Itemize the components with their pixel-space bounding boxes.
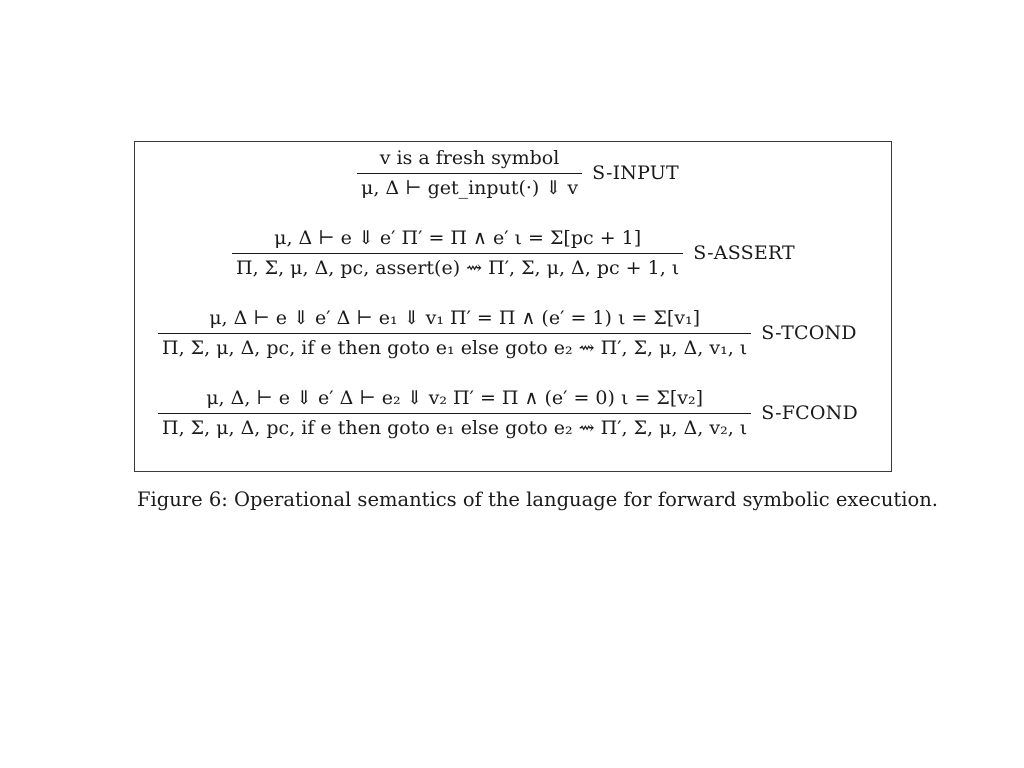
rule-fraction	[357, 146, 582, 200]
rule-conclusion: Π, Σ, μ, Δ, pc, if e then goto e₁ else goto e₂ ⇝ Π′, Σ, μ, Δ, v₁, ι	[162, 337, 748, 359]
inference-rule-s-assert	[232, 226, 795, 280]
rule-premise: μ, Δ ⊢ e ⇓ e′ Δ ⊢ e₁ ⇓ v₁ Π′ = Π ∧ (e′ = 1) ι = Σ[v₁]	[209, 307, 701, 329]
rule-fraction	[158, 306, 751, 360]
rule-fraction	[158, 386, 751, 440]
inference-rule-s-input	[357, 146, 679, 200]
rule-fraction	[232, 226, 683, 280]
fraction-bar	[158, 333, 751, 334]
fraction-bar	[232, 253, 683, 254]
rule-name: S-ASSERT	[693, 242, 795, 264]
fraction-bar	[357, 173, 582, 174]
rule-conclusion: Π, Σ, μ, Δ, pc, if e then goto e₁ else goto e₂ ⇝ Π′, Σ, μ, Δ, v₂, ι	[162, 417, 748, 439]
rule-conclusion: Π, Σ, μ, Δ, pc, assert(e) ⇝ Π′, Σ, μ, Δ, pc + 1, ι	[236, 257, 680, 279]
rule-premise: μ, Δ ⊢ e ⇓ e′ Π′ = Π ∧ e′ ι = Σ[pc + 1]	[274, 227, 642, 249]
figure-caption: Figure 6: Operational semantics of the language for forward symbolic execution.	[137, 488, 938, 511]
rule-name: S-INPUT	[592, 162, 679, 184]
rule-premise: v is a fresh symbol	[379, 147, 560, 169]
rule-name: S-TCOND	[761, 322, 857, 344]
fraction-bar	[158, 413, 751, 414]
rule-conclusion: μ, Δ ⊢ get_input(·) ⇓ v	[361, 177, 579, 199]
inference-rule-s-tcond	[158, 306, 857, 360]
rule-name: S-FCOND	[761, 402, 858, 424]
inference-rule-s-fcond	[158, 386, 858, 440]
rule-premise: μ, Δ, ⊢ e ⇓ e′ Δ ⊢ e₂ ⇓ v₂ Π′ = Π ∧ (e′ = 0) ι = Σ[v₂]	[206, 387, 704, 409]
